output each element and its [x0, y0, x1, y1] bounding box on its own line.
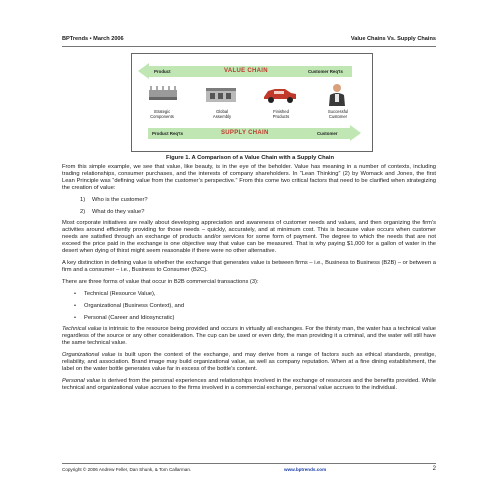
customer-label: Customer — [317, 131, 338, 136]
question-list — [62, 197, 436, 216]
assembly-icon — [204, 82, 238, 106]
stage-caption: Strategic Components — [150, 109, 174, 119]
list-item: 1) Who is the customer? — [80, 196, 148, 203]
value-chain-figure — [131, 53, 373, 152]
page-footer — [62, 466, 436, 476]
paragraph: From this simple example, we see that value, like beauty, is in the eye of the beholder. Value has meaning in a number of contexts, including trading relationships, consumer purchases, and the interests of company shareholders. In “Lean Thinking” (2) by Womack and Jones, the first Lean Principle was “defining value from the customer’s perspective.” From this come two critical factors that need to be clarified when strategizing the creation of value: — [62, 164, 436, 191]
paragraph: There are three forms of value that occur in B2B commercial transactions (3): — [62, 278, 259, 285]
header-left: BPTrends • March 2006 — [62, 36, 124, 42]
value-forms-list — [62, 291, 436, 322]
list-item: 2) What do they value? — [80, 208, 145, 215]
stage-caption: Successful Customer — [327, 109, 349, 119]
supply-chain-arrowhead — [350, 125, 361, 141]
car-icon — [262, 82, 298, 106]
customer-reqts-label: Customer Req'ts — [308, 69, 343, 74]
paragraph: Organizational value is built upon the context of the exchange, and may derive from a range of factors such as ethical standards, prestige, reliability, and association. Brand image may build organizational value, as well as company reputation. When at a fine dining establishment, the label on the water bottle generates value far in excess of the bottle’s content. — [62, 352, 436, 372]
website-link[interactable]: www.bptrends.com — [284, 467, 327, 472]
paragraph: Technical value is intrinsic to the resource being provided and occurs in virtually all exchanges. For the thirsty man, the water has a technical value regardless of the source or any other consideration. The cup can be used or even dirty, the man providing it a criminal, and the water will still have the same technical value. — [62, 326, 436, 347]
list-item: • Technical (Resource Value), — [84, 291, 436, 298]
value-chain-title: VALUE CHAIN — [224, 68, 268, 74]
product-label: Product — [154, 69, 171, 74]
components-icon — [146, 82, 180, 106]
product-reqts-label: Product Req'ts — [152, 131, 184, 136]
paragraph: Personal value is derived from the personal experiences and relationships involved in the exchange of resources and the benefits provided. While technical and organizational value accrues to the firms involved in a commercial exchange, personal value accrues to the individual. — [62, 377, 436, 391]
supply-chain-title: SUPPLY CHAIN — [221, 130, 269, 136]
customer-icon — [324, 82, 350, 108]
figure-caption: Figure 1. A Comparison of a Value Chain with a Supply Chain — [165, 155, 335, 161]
header-right: Value Chains Vs. Supply Chains — [350, 36, 436, 42]
header-divider — [62, 46, 436, 47]
paragraph: Most corporate initiatives are really about developing appreciation and awareness of customer needs and values, and then organizing the firm’s activities around efficiently providing for those needs – quickly, accurately, and at minimum cost. This is because value occurs when customer needs are satisfied through an exchange of products and/or services for some form of payment. The degree to which the needs that are not exceed the price paid in the exchange is one objective way that value can be measured. That is why paying $1,000 for a gallon of water in the desert when dying of thirst might seem reasonable if there were no other alternative. — [62, 220, 436, 255]
list-item: • Personal (Career and Idiosyncratic) — [84, 315, 436, 322]
page-header — [62, 36, 436, 46]
paragraph: A key distinction in defining value is whether the exchange that generates value is between firms – i.e., Business to Business (B2B) – or between a firm and a consumer – i.e., Business to Consumer (B2C). — [62, 259, 436, 273]
stage-caption: Global Assembly — [212, 109, 232, 119]
list-item: • Organizational (Business Context), and — [84, 303, 436, 310]
page-number: 2 — [432, 466, 436, 472]
body-text — [62, 164, 436, 397]
footer-divider — [62, 463, 436, 464]
stage-caption: Finished Products — [272, 109, 290, 119]
copyright: Copyright © 2006 Andrew Feller, Dan Shunk, & Tom Callarman. — [62, 467, 192, 472]
